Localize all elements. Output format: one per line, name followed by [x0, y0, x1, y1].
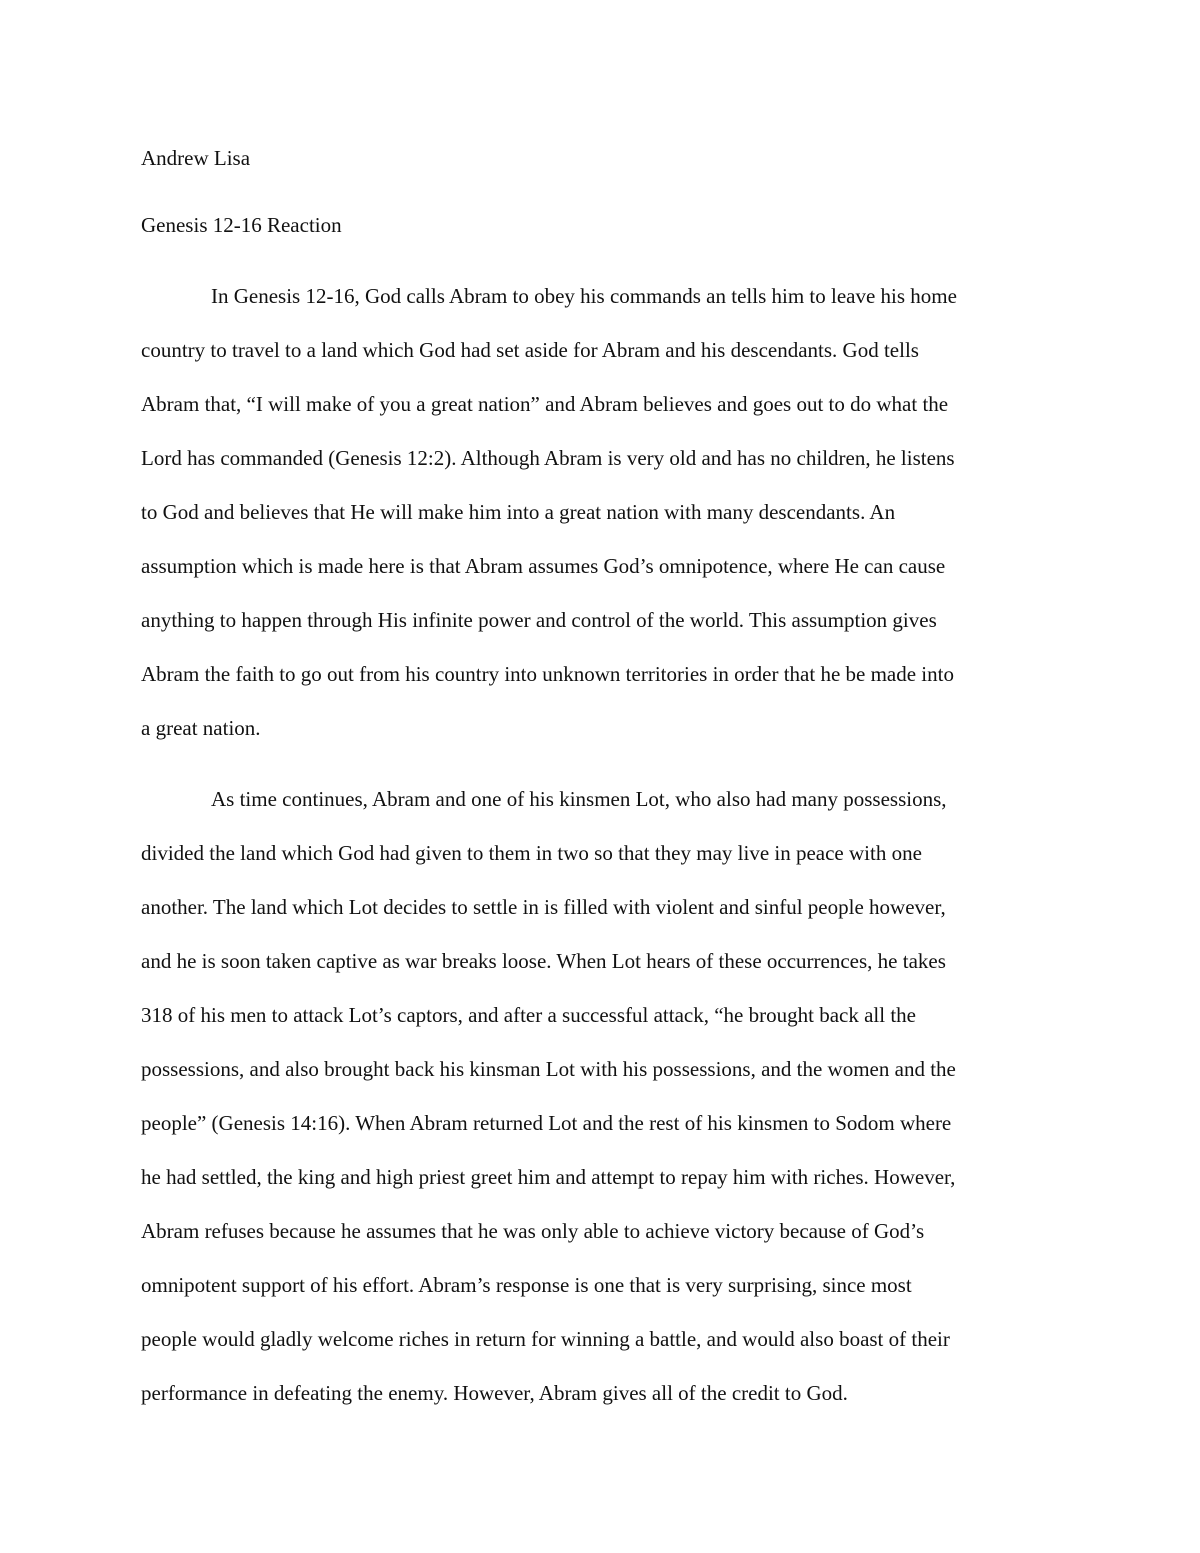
- paragraph-line: As time continues, Abram and one of his kinsmen Lot, who also had many possessions,: [211, 787, 947, 811]
- paragraph-line: to God and believes that He will make him into a great nation with many descendants. An: [141, 500, 896, 524]
- paragraph-line: 318 of his men to attack Lot’s captors, and after a successful attack, “he brought back all the: [141, 1003, 916, 1027]
- paragraph-line: assumption which is made here is that Abram assumes God’s omnipotence, where He can cause: [141, 554, 946, 578]
- paragraph-line: Lord has commanded (Genesis 12:2). Although Abram is very old and has no children, he listens: [141, 446, 955, 470]
- paragraph-line: performance in defeating the enemy. However, Abram gives all of the credit to God.: [141, 1381, 848, 1405]
- paragraph-line: another. The land which Lot decides to settle in is filled with violent and sinful people however,: [141, 895, 946, 919]
- paragraph-line: people would gladly welcome riches in return for winning a battle, and would also boast of their: [141, 1327, 950, 1351]
- paragraph-line: Abram the faith to go out from his country into unknown territories in order that he be made into: [141, 662, 954, 686]
- paragraph-line: country to travel to a land which God had set aside for Abram and his descendants. God tells: [141, 338, 919, 362]
- paragraph-line: he had settled, the king and high priest greet him and attempt to repay him with riches. However,: [141, 1165, 956, 1189]
- author-name: Andrew Lisa: [141, 146, 251, 170]
- paragraph-line: a great nation.: [141, 716, 261, 740]
- paragraph-line: omnipotent support of his effort. Abram’s response is one that is very surprising, since most: [141, 1273, 912, 1297]
- paragraph-line: people” (Genesis 14:16). When Abram returned Lot and the rest of his kinsmen to Sodom where: [141, 1111, 952, 1135]
- paragraph-line: divided the land which God had given to them in two so that they may live in peace with one: [141, 841, 922, 865]
- paragraph-line: and he is soon taken captive as war breaks loose. When Lot hears of these occurrences, he takes: [141, 949, 946, 973]
- paragraph-line: In Genesis 12-16, God calls Abram to obey his commands an tells him to leave his home: [211, 284, 957, 308]
- paragraph-line: possessions, and also brought back his kinsman Lot with his possessions, and the women and the: [141, 1057, 956, 1081]
- document-title: Genesis 12-16 Reaction: [141, 213, 342, 237]
- paragraph-line: anything to happen through His infinite power and control of the world. This assumption gives: [141, 608, 937, 632]
- paragraph-line: Abram refuses because he assumes that he was only able to achieve victory because of God’s: [141, 1219, 925, 1243]
- paragraph-line: Abram that, “I will make of you a great nation” and Abram believes and goes out to do what the: [141, 392, 949, 416]
